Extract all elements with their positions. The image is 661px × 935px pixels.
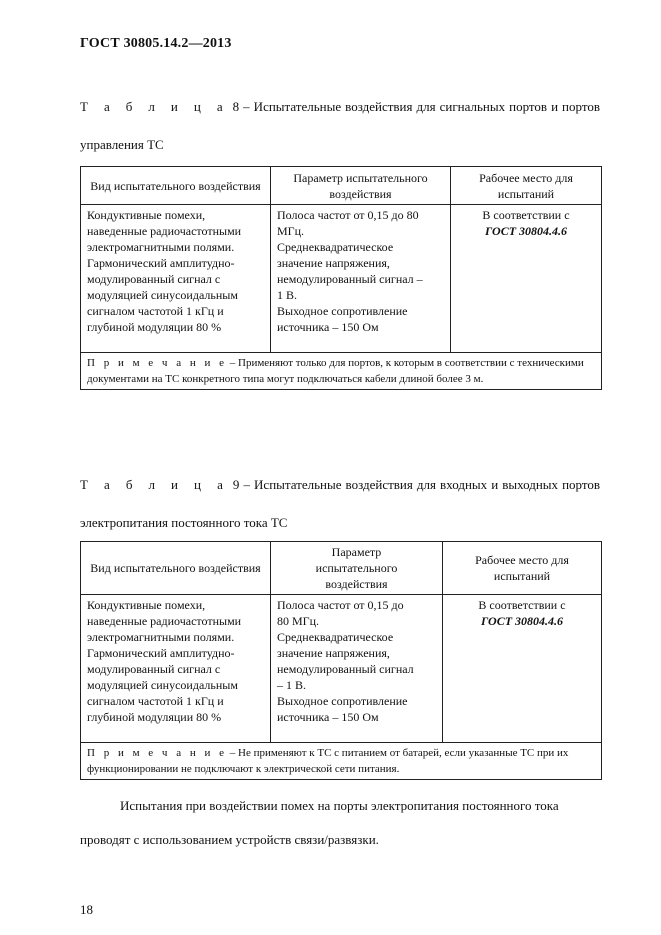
table8-header-place: Рабочее место для испытаний xyxy=(451,167,602,205)
table9-caption-line2: электропитания постоянного тока ТС xyxy=(80,515,288,530)
table8-caption-line2: управления ТС xyxy=(80,137,164,152)
table8-header-type: Вид испытательного воздействия xyxy=(81,167,271,205)
standard-reference: ГОСТ 30804.4.6 xyxy=(480,614,564,628)
table9-header-param: Параметр испытательного воздействия xyxy=(271,542,443,595)
body-paragraph: Испытания при воздействии помех на порты электропитания постоянного тока проводят с использованием устройств связи/развязки. xyxy=(80,798,559,847)
table8-note: П р и м е ч а н и е – Применяют только для портов, к которым в соответствии с техническими документами на ТС конкретного типа могут подключаться кабели длиной более 3 м. xyxy=(81,353,602,390)
page-number: 18 xyxy=(80,902,93,917)
standard-reference: ГОСТ 30804.4.6 xyxy=(484,224,568,238)
table8-cell-param: Полоса частот от 0,15 до 80 МГц. Среднеквадратическое значение напряжения, немодулированный сигнал – 1 В. Выходное сопротивление источника – 150 Ом xyxy=(271,205,451,353)
table9-header-type: Вид испытательного воздействия xyxy=(81,542,271,595)
table8-caption-text: 8 – Испытательные воздействия для сигнальных портов и портов xyxy=(228,99,600,114)
table8-cell-place: В соответствии с ГОСТ 30804.4.6 xyxy=(451,205,602,353)
table8 xyxy=(80,166,602,390)
table8-caption xyxy=(80,97,600,155)
table9-note: П р и м е ч а н и е – Не применяют к ТС с питанием от батарей, если указанные ТС при их функционировании не подключают к электрической сети питания. xyxy=(81,743,602,780)
table8-cell-type: Кондуктивные помехи, наведенные радиочастотными электромагнитными полями. Гармонический амплитудно- модулированный сигнал с модуляцией синусоидальным сигналом частотой 1 кГц и глубиной модуляции 80 % xyxy=(81,205,271,353)
table8-header-param: Параметр испытательного воздействия xyxy=(271,167,451,205)
table9-cell-place: В соответствии с ГОСТ 30804.4.6 xyxy=(443,595,602,743)
table9-cell-param: Полоса частот от 0,15 до 80 МГц. Среднеквадратическое значение напряжения, немодулированный сигнал – 1 В. Выходное сопротивление источника – 150 Ом xyxy=(271,595,443,743)
document-header: ГОСТ 30805.14.2—2013 xyxy=(80,36,232,51)
table9-cell-type: Кондуктивные помехи, наведенные радиочастотными электромагнитными полями. Гармонический амплитудно- модулированный сигнал с модуляцией синусоидальным сигналом частотой 1 кГц и глубиной модуляции 80 % xyxy=(81,595,271,743)
table9 xyxy=(80,541,602,780)
table9-caption-text: 9 – Испытательные воздействия для входных и выходных портов xyxy=(228,477,601,492)
table9-caption xyxy=(80,475,600,533)
table9-header-place: Рабочее место для испытаний xyxy=(443,542,602,595)
table8-caption-label: Т а б л и ц а xyxy=(80,99,229,114)
table9-caption-label: Т а б л и ц а xyxy=(80,477,229,492)
